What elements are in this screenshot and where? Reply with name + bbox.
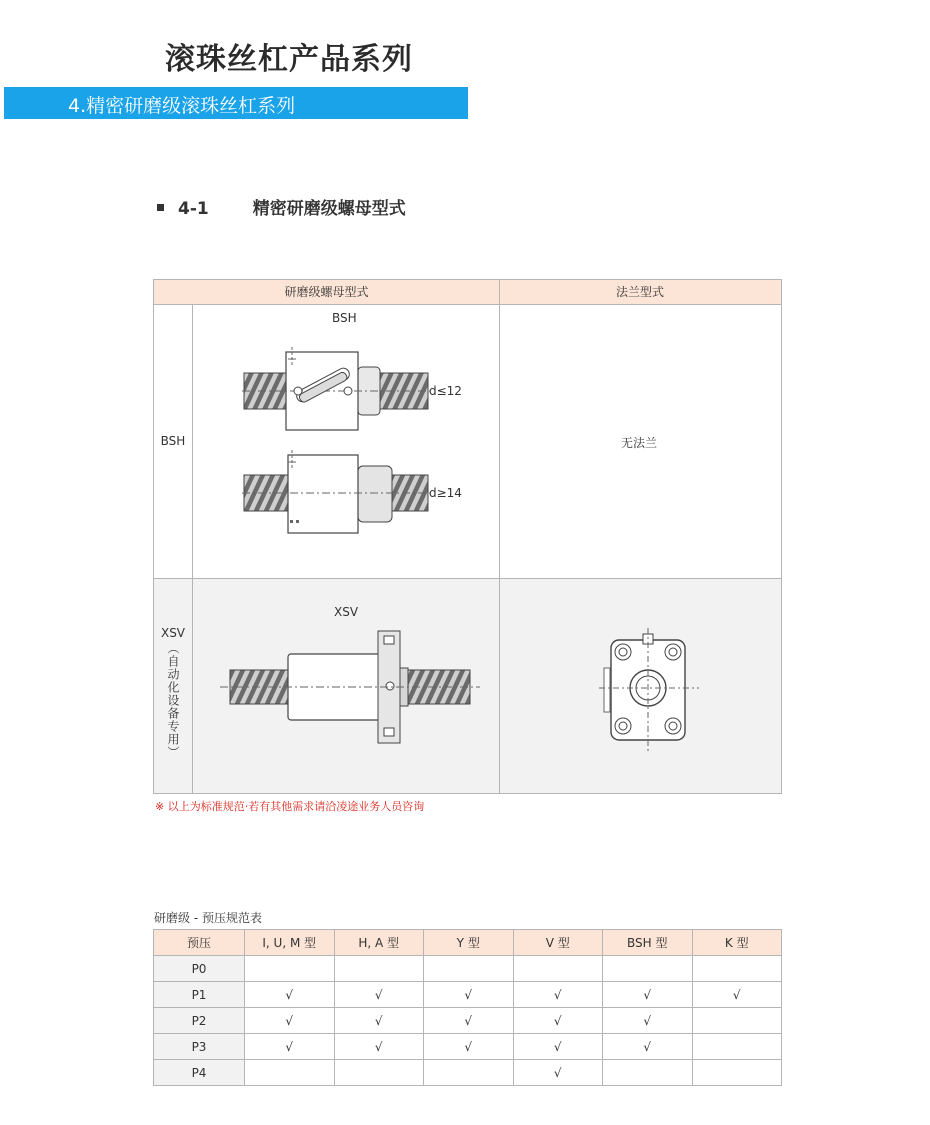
banner-text: 4.精密研磨级滚珠丝杠系列 bbox=[68, 95, 296, 117]
table-note: ※ 以上为标准规范·若有其他需求请洽凌途业务人员咨询 bbox=[155, 800, 425, 813]
bsh-drawing-title: BSH bbox=[332, 311, 357, 325]
bsh-flange-text: 无法兰 bbox=[621, 436, 658, 450]
header-ium: I, U, M 型 bbox=[245, 930, 335, 956]
table-cell: √ bbox=[603, 1034, 693, 1060]
table-cell: √ bbox=[513, 1060, 603, 1086]
xsv-drawing-title: XSV bbox=[334, 605, 359, 619]
table-cell: √ bbox=[334, 982, 424, 1008]
preload-table-header-row bbox=[154, 930, 782, 956]
flange-type-header: 法兰型式 bbox=[499, 280, 781, 305]
row-grade: P3 bbox=[154, 1034, 245, 1060]
section-banner bbox=[4, 87, 468, 119]
table-cell bbox=[334, 1060, 424, 1086]
table-cell: √ bbox=[424, 1008, 514, 1034]
nut-type-table bbox=[153, 279, 782, 794]
row-grade: P4 bbox=[154, 1060, 245, 1086]
table-cell bbox=[603, 956, 693, 982]
subsection-heading bbox=[157, 194, 406, 219]
table-cell: √ bbox=[424, 1034, 514, 1060]
table-cell: √ bbox=[334, 1008, 424, 1034]
xsv-flange-drawing bbox=[599, 628, 699, 752]
table-row bbox=[154, 956, 782, 982]
bsh-small-drawing bbox=[242, 345, 432, 440]
header-bsh: BSH 型 bbox=[603, 930, 693, 956]
bsh-large-drawing bbox=[242, 450, 432, 540]
table-cell bbox=[692, 1034, 782, 1060]
header-k: K 型 bbox=[692, 930, 782, 956]
preload-table bbox=[153, 929, 782, 1086]
table-cell: √ bbox=[424, 982, 514, 1008]
table-row bbox=[154, 1008, 782, 1034]
table-cell bbox=[245, 1060, 335, 1086]
header-preload: 预压 bbox=[154, 930, 245, 956]
table-cell: √ bbox=[245, 1034, 335, 1060]
table-cell bbox=[513, 956, 603, 982]
table-row bbox=[154, 1034, 782, 1060]
table-row bbox=[154, 1060, 782, 1086]
bsh-dim-small: d≤12 bbox=[429, 384, 462, 398]
table-cell: √ bbox=[245, 1008, 335, 1034]
page-title: 滚珠丝杠产品系列 bbox=[165, 42, 413, 77]
table-cell: √ bbox=[334, 1034, 424, 1060]
header-ha: H, A 型 bbox=[334, 930, 424, 956]
table-cell: √ bbox=[513, 982, 603, 1008]
bullet-icon bbox=[157, 204, 164, 211]
table-cell bbox=[424, 1060, 514, 1086]
header-v: V 型 bbox=[513, 930, 603, 956]
table-cell bbox=[334, 956, 424, 982]
row-grade: P0 bbox=[154, 956, 245, 982]
table-cell bbox=[424, 956, 514, 982]
table-cell: √ bbox=[513, 1008, 603, 1034]
subsection-title: 精密研磨级螺母型式 bbox=[252, 199, 406, 219]
row-label-bsh: BSH bbox=[160, 434, 186, 448]
table-cell bbox=[603, 1060, 693, 1086]
preload-table-caption: 研磨级 - 预压规范表 bbox=[154, 911, 262, 925]
row-grade: P1 bbox=[154, 982, 245, 1008]
table-row bbox=[154, 982, 782, 1008]
table-cell: √ bbox=[245, 982, 335, 1008]
subsection-number: 4-1 bbox=[178, 199, 209, 219]
header-y: Y 型 bbox=[424, 930, 514, 956]
row-label-xsv-note: （自动化设备专用） bbox=[166, 642, 180, 759]
table-cell: √ bbox=[692, 982, 782, 1008]
row-label-xsv: XSV bbox=[160, 626, 186, 640]
table-cell bbox=[245, 956, 335, 982]
nut-type-header: 研磨级螺母型式 bbox=[154, 280, 499, 305]
bsh-dim-large: d≥14 bbox=[429, 486, 462, 500]
table-cell bbox=[692, 956, 782, 982]
row-grade: P2 bbox=[154, 1008, 245, 1034]
table-cell: √ bbox=[603, 982, 693, 1008]
table-cell bbox=[692, 1060, 782, 1086]
table-cell: √ bbox=[513, 1034, 603, 1060]
table-cell: √ bbox=[603, 1008, 693, 1034]
table-cell bbox=[692, 1008, 782, 1034]
xsv-drawing bbox=[220, 628, 480, 748]
